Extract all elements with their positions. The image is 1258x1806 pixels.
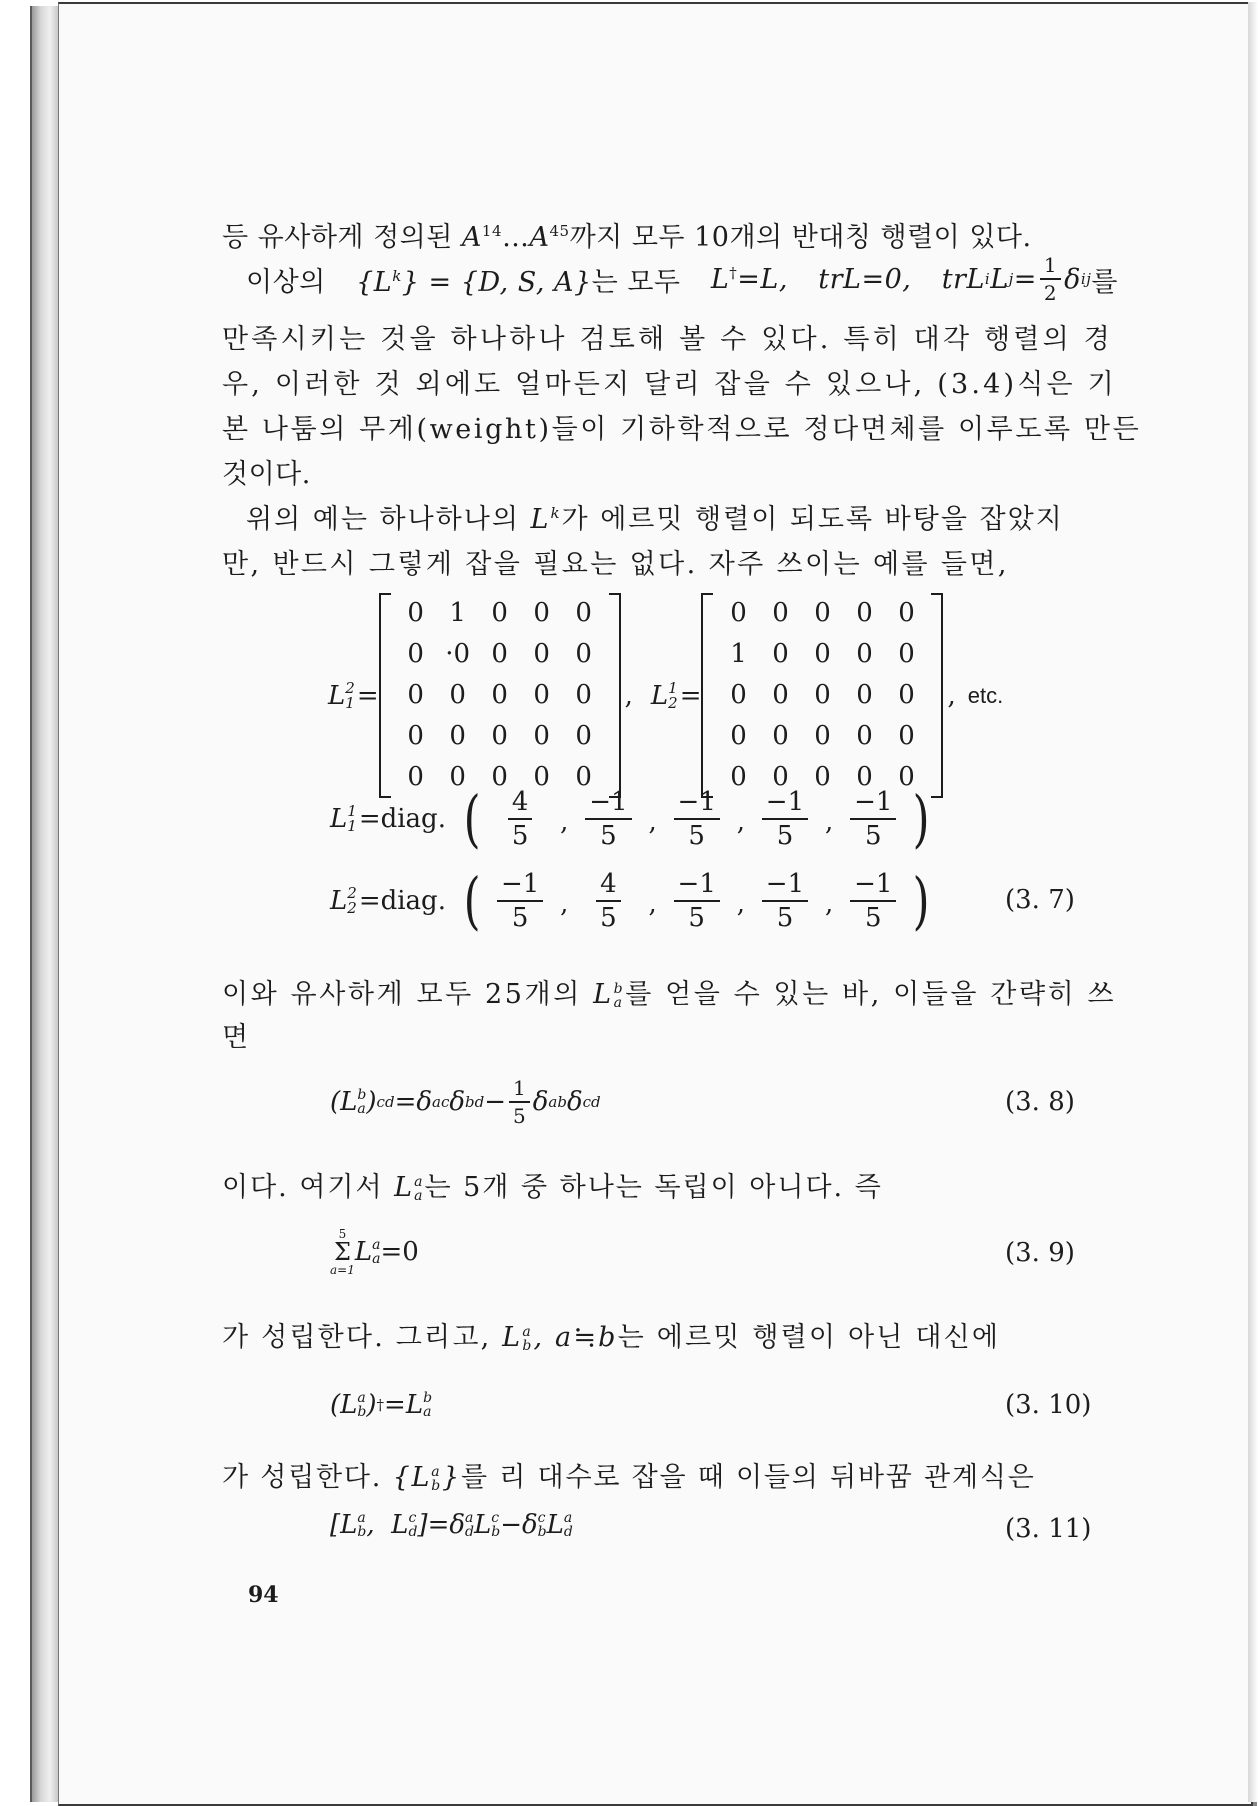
fraction	[664, 871, 730, 931]
denominator: 5	[864, 821, 882, 851]
left-bracket	[379, 593, 391, 798]
superscript: a	[563, 1510, 573, 1526]
superscript: a	[357, 1510, 366, 1526]
math-expr: (L	[330, 1390, 358, 1420]
subscript: cd	[376, 1093, 395, 1111]
math-symbol: δ	[566, 1087, 583, 1117]
subscript: ac	[432, 1093, 450, 1111]
matrix-cell: 0	[856, 721, 873, 751]
comma: ,	[648, 807, 657, 837]
close-paren: )	[912, 782, 930, 855]
math-expr: [L	[330, 1510, 358, 1540]
diag-entries	[484, 871, 909, 931]
superscript: ij	[1080, 270, 1092, 288]
fraction	[487, 789, 553, 849]
fraction	[840, 789, 906, 849]
comma: ,	[560, 889, 569, 919]
math-expr: } = {D, S, A}	[401, 266, 592, 298]
equation-3-11	[330, 1510, 573, 1540]
denominator: 5	[513, 1104, 526, 1128]
text-line-8: 만, 반드시 그렇게 잡을 필요는 없다. 자주 쓰이는 예를 들면,	[222, 549, 1009, 580]
text-line-2	[246, 255, 1118, 303]
subscript: a	[357, 1101, 366, 1117]
math-symbol: L	[593, 979, 614, 1010]
text-line-4: 우, 이러한 것 외에도 얼마든지 달리 잡을 수 있으나, (3.4)식은 기	[222, 369, 1117, 400]
numerator: −1	[762, 789, 808, 820]
text-line-13	[222, 1455, 1036, 1494]
equation-number-3-7: (3. 7)	[1005, 885, 1075, 915]
superscript: a	[372, 1237, 381, 1253]
math-expr: {L	[356, 266, 393, 298]
matrix-cell: 0	[772, 598, 789, 628]
math-symbol: L	[502, 1322, 523, 1353]
math-symbol: A	[529, 222, 550, 253]
matrix-cell: 0	[533, 762, 550, 792]
math-expr: (L	[330, 1087, 358, 1117]
matrix-cell: 0	[491, 598, 508, 628]
equation-3-10	[330, 1390, 432, 1420]
equation-number-3-8: (3. 8)	[1005, 1087, 1075, 1117]
matrix-cell: 0	[533, 639, 550, 669]
matrix-cell: 0	[772, 680, 789, 710]
comma: ,	[947, 680, 956, 711]
numerator: 1	[509, 1078, 530, 1103]
math-symbol: L	[990, 263, 1009, 295]
left-bracket	[701, 593, 713, 798]
subscript: cd	[582, 1093, 601, 1111]
matrix-cell: 0	[730, 721, 747, 751]
fraction	[487, 871, 553, 931]
superscript: 45	[549, 222, 570, 240]
math-expr: =L,	[737, 263, 788, 295]
numerator: −1	[674, 789, 720, 820]
superscript: i	[984, 270, 991, 288]
matrix-cell: 0	[533, 721, 550, 751]
matrix-cell: 0	[449, 680, 466, 710]
matrix-cell: 0	[407, 680, 424, 710]
denominator: 5	[688, 903, 705, 933]
superscript: 14	[481, 222, 502, 240]
minus: −	[484, 1087, 507, 1117]
equation-number-3-11: (3. 11)	[1005, 1514, 1092, 1544]
math-symbol: A	[461, 222, 482, 253]
fraction	[1040, 255, 1061, 303]
comma: ,	[736, 889, 745, 919]
matrix-cell: 0	[856, 680, 873, 710]
subscript: 1	[345, 693, 355, 712]
matrix-cell: 1	[730, 639, 747, 669]
comma: ,	[560, 807, 569, 837]
denominator: 5	[511, 903, 529, 933]
numerator: 4	[508, 789, 533, 820]
math-symbol: L	[354, 1237, 373, 1267]
ellipsis: …	[502, 222, 530, 253]
matrix-label: L	[330, 804, 348, 834]
fraction	[575, 789, 641, 849]
text-span: 를 리 대수로 잡을 때 이들의 뒤바꿈 관계식은	[461, 1462, 1036, 1493]
etc-label: etc.	[967, 682, 1004, 708]
text-line-6: 것이다.	[222, 459, 311, 490]
denominator: 5	[776, 903, 794, 933]
sum-sign: Σ	[333, 1238, 351, 1266]
matrix-cell: 0	[491, 639, 508, 669]
math-expr: )	[366, 1390, 377, 1420]
numerator: −1	[585, 789, 631, 820]
matrix-cell: 0	[814, 598, 831, 628]
matrix-cell: 0	[856, 598, 873, 628]
numerator: −1	[762, 871, 808, 902]
text-span: 를 얻을 수 있는 바, 이들을 간략히 쓰	[625, 979, 1117, 1010]
matrix-cell: 0	[491, 680, 508, 710]
numerator: −1	[850, 871, 896, 902]
text-span: 위의 예는 하나하나의	[246, 504, 531, 535]
matrix-cell: 0	[856, 639, 873, 669]
equation-3-9	[330, 1228, 419, 1276]
text-span: 는 모두	[591, 266, 681, 298]
numerator: 1	[1040, 255, 1061, 280]
subscript: a	[372, 1251, 381, 1267]
subscript: 2	[347, 899, 357, 917]
superscript: 2	[345, 678, 355, 697]
math-expr: , a≒b	[533, 1322, 618, 1353]
matrix-cell: 0	[449, 721, 466, 751]
comma: ,	[736, 807, 745, 837]
superscript: 1	[668, 678, 678, 697]
comma: ,	[624, 680, 633, 711]
denominator: 5	[511, 821, 529, 851]
text-span: 이상의	[246, 266, 326, 298]
sum-lower: a=1	[330, 1263, 355, 1277]
equation-3-8	[330, 1078, 601, 1126]
superscript: b	[423, 1390, 433, 1406]
text-span: 가 에르밋 행렬이 되도록 바탕을 잡았지	[561, 504, 1064, 535]
matrix-cell: 0	[449, 762, 466, 792]
subscript: b	[491, 1524, 501, 1540]
denominator: 2	[1043, 281, 1058, 305]
superscript: 2	[347, 884, 357, 902]
matrix-cell: 0	[772, 762, 789, 792]
matrix-cell: 0	[575, 762, 592, 792]
math-symbol: δ	[449, 1087, 466, 1117]
superscript: c	[537, 1510, 546, 1526]
matrix-cell: 0	[772, 721, 789, 751]
superscript: j	[1008, 270, 1014, 288]
text-span: 가 성립한다.	[222, 1462, 393, 1493]
text-line-1	[222, 215, 1032, 254]
matrix-cell: 0	[814, 639, 831, 669]
superscript: b	[613, 980, 626, 997]
fraction	[664, 789, 730, 849]
math-expr: −δ	[500, 1510, 538, 1540]
matrix-label: L	[330, 886, 348, 916]
text-line-3: 만족시키는 것을 하나하나 검토해 볼 수 있다. 특히 대각 행렬의 경	[222, 324, 1113, 355]
dagger: †	[376, 1396, 385, 1414]
page-right-edge	[1248, 2, 1258, 1802]
comma: ,	[648, 889, 657, 919]
math-expr: {L	[392, 1462, 432, 1493]
superscript: a	[522, 1323, 533, 1340]
matrix-cell: 0	[491, 762, 508, 792]
subscript: bd	[465, 1093, 485, 1111]
math-expr: =0	[380, 1237, 419, 1267]
math-symbol: L	[530, 504, 551, 535]
equals: =	[679, 680, 702, 711]
matrix-cell: 0	[856, 762, 873, 792]
subscript: d	[408, 1524, 418, 1540]
numerator: 4	[596, 871, 621, 902]
numerator: −1	[497, 871, 543, 902]
matrix-cell: 0	[730, 680, 747, 710]
text-span: 까지 모두 10개의 반대칭 행렬이 있다.	[569, 222, 1032, 253]
close-paren: )	[912, 864, 930, 937]
text-line-12	[222, 1315, 1000, 1354]
equation-number-3-10: (3. 10)	[1005, 1390, 1092, 1420]
comma: ,	[824, 807, 834, 837]
equals: =	[1013, 263, 1037, 295]
open-paren: (	[463, 782, 481, 855]
text-line-5: 본 나툼의 무게(weight)들이 기하학적으로 정다면체를 이루도록 만든	[222, 414, 1142, 445]
subscript: b	[522, 1337, 534, 1354]
matrix-cell: 0	[575, 639, 592, 669]
fraction	[575, 871, 641, 931]
matrix-cell: 0	[730, 598, 747, 628]
subscript: a	[423, 1404, 432, 1420]
text-line-9	[222, 972, 1116, 1011]
superscript: a	[465, 1510, 474, 1526]
subscript: a	[613, 994, 625, 1011]
matrix-label: L	[328, 680, 346, 711]
matrix-cell: 0	[898, 680, 915, 710]
matrix-cell: 0	[407, 721, 424, 751]
subscript: b	[431, 1477, 443, 1494]
fraction	[752, 789, 818, 849]
math-expr: trL=0,	[818, 263, 912, 295]
matrix-cell: 0	[772, 639, 789, 669]
matrix-cell: 0	[898, 721, 915, 751]
superscript: k	[392, 266, 402, 285]
text-span: 등 유사하게 정의된	[222, 222, 462, 253]
fraction	[752, 871, 818, 931]
matrix-label: L	[650, 680, 669, 711]
equation-number-3-9: (3. 9)	[1005, 1238, 1075, 1268]
math-expr: }	[442, 1462, 462, 1493]
diag-equation-1	[330, 782, 933, 855]
page-number: 94	[248, 1582, 279, 1608]
fraction	[509, 1078, 530, 1126]
superscript: c	[491, 1510, 500, 1526]
matrix-grid	[395, 593, 605, 798]
matrix-cell: 0	[814, 680, 831, 710]
equals: =	[356, 680, 379, 711]
matrix-cell: 0	[898, 762, 915, 792]
matrix-grid	[717, 593, 927, 798]
diag-label: =diag.	[358, 804, 446, 834]
matrix-cell: 0	[533, 680, 550, 710]
denominator: 5	[600, 903, 617, 933]
text-line-11	[222, 1165, 883, 1204]
subscript: 1	[347, 817, 357, 835]
superscript: †	[729, 263, 738, 282]
matrix-cell: 0	[407, 598, 424, 628]
matrix-equation	[328, 593, 1003, 798]
text-line-7	[246, 497, 1064, 536]
diag-entries	[484, 789, 909, 849]
matrix-cell: 0	[575, 598, 592, 628]
superscript: c	[408, 1510, 417, 1526]
math-expr: trL	[941, 263, 985, 295]
math-symbol: δ	[1064, 263, 1081, 295]
numerator: −1	[674, 871, 720, 902]
text-span: 는 5개 중 하나는 독립이 아니다. 즉	[424, 1172, 883, 1203]
sum-upper: 5	[338, 1227, 347, 1241]
matrix-cell: 0	[407, 639, 424, 669]
math-expr: =L	[384, 1390, 424, 1420]
matrix-cell: 0	[533, 598, 550, 628]
text-span: 를	[1091, 266, 1118, 298]
diag-label: =diag.	[358, 886, 446, 916]
denominator: 5	[688, 821, 705, 851]
denominator: 5	[600, 821, 617, 851]
text-span: 는 에르밋 행렬이 아닌 대신에	[617, 1322, 1001, 1353]
math-expr: ]=δ	[417, 1510, 466, 1540]
text-line-10: 면	[222, 1022, 249, 1053]
matrix-L12	[701, 593, 943, 798]
open-paren: (	[463, 864, 481, 937]
matrix-cell: 0	[730, 762, 747, 792]
matrix-cell: 0	[898, 598, 915, 628]
subscript: a	[414, 1187, 425, 1204]
matrix-cell: 0	[814, 762, 831, 792]
matrix-cell: 0	[898, 639, 915, 669]
superscript: k	[550, 504, 562, 522]
superscript: a	[431, 1463, 442, 1480]
summation	[330, 1228, 355, 1276]
text-span: 이와 유사하게 모두 25개의	[222, 979, 594, 1010]
math-symbol: δ	[532, 1087, 549, 1117]
superscript: 1	[347, 802, 357, 820]
right-bracket	[609, 593, 621, 798]
matrix-cell: 0	[575, 680, 592, 710]
fraction	[840, 871, 906, 931]
numerator: −1	[850, 789, 896, 820]
denominator: 5	[864, 903, 882, 933]
diag-equation-2	[330, 864, 933, 937]
math-symbol: L	[710, 263, 730, 295]
denominator: 5	[776, 821, 794, 851]
matrix-cell: ·0	[445, 639, 471, 669]
matrix-cell: 0	[407, 762, 424, 792]
subscript: ab	[548, 1093, 567, 1111]
superscript: a	[414, 1173, 425, 1190]
subscript: b	[357, 1524, 367, 1540]
text-span: 이다. 여기서	[222, 1172, 395, 1203]
subscript: b	[357, 1404, 367, 1420]
math-expr: )	[366, 1087, 377, 1117]
matrix-cell: 1	[449, 598, 466, 628]
math-expr: , L	[366, 1510, 409, 1540]
right-bracket	[931, 593, 943, 798]
comma: ,	[824, 889, 834, 919]
matrix-cell: 0	[575, 721, 592, 751]
math-symbol: L	[546, 1510, 564, 1540]
matrix-cell: 0	[491, 721, 508, 751]
subscript: 2	[668, 693, 678, 712]
subscript: b	[537, 1524, 547, 1540]
math-symbol: L	[473, 1510, 492, 1540]
math-symbol: L	[394, 1172, 415, 1203]
superscript: b	[357, 1087, 367, 1103]
subscript: d	[465, 1524, 474, 1540]
superscript: a	[357, 1390, 366, 1406]
math-expr: =δ	[394, 1087, 433, 1117]
subscript: d	[563, 1524, 573, 1540]
text-span: 가 성립한다. 그리고,	[222, 1322, 503, 1353]
matrix-L21	[379, 593, 621, 798]
matrix-cell: 0	[814, 721, 831, 751]
